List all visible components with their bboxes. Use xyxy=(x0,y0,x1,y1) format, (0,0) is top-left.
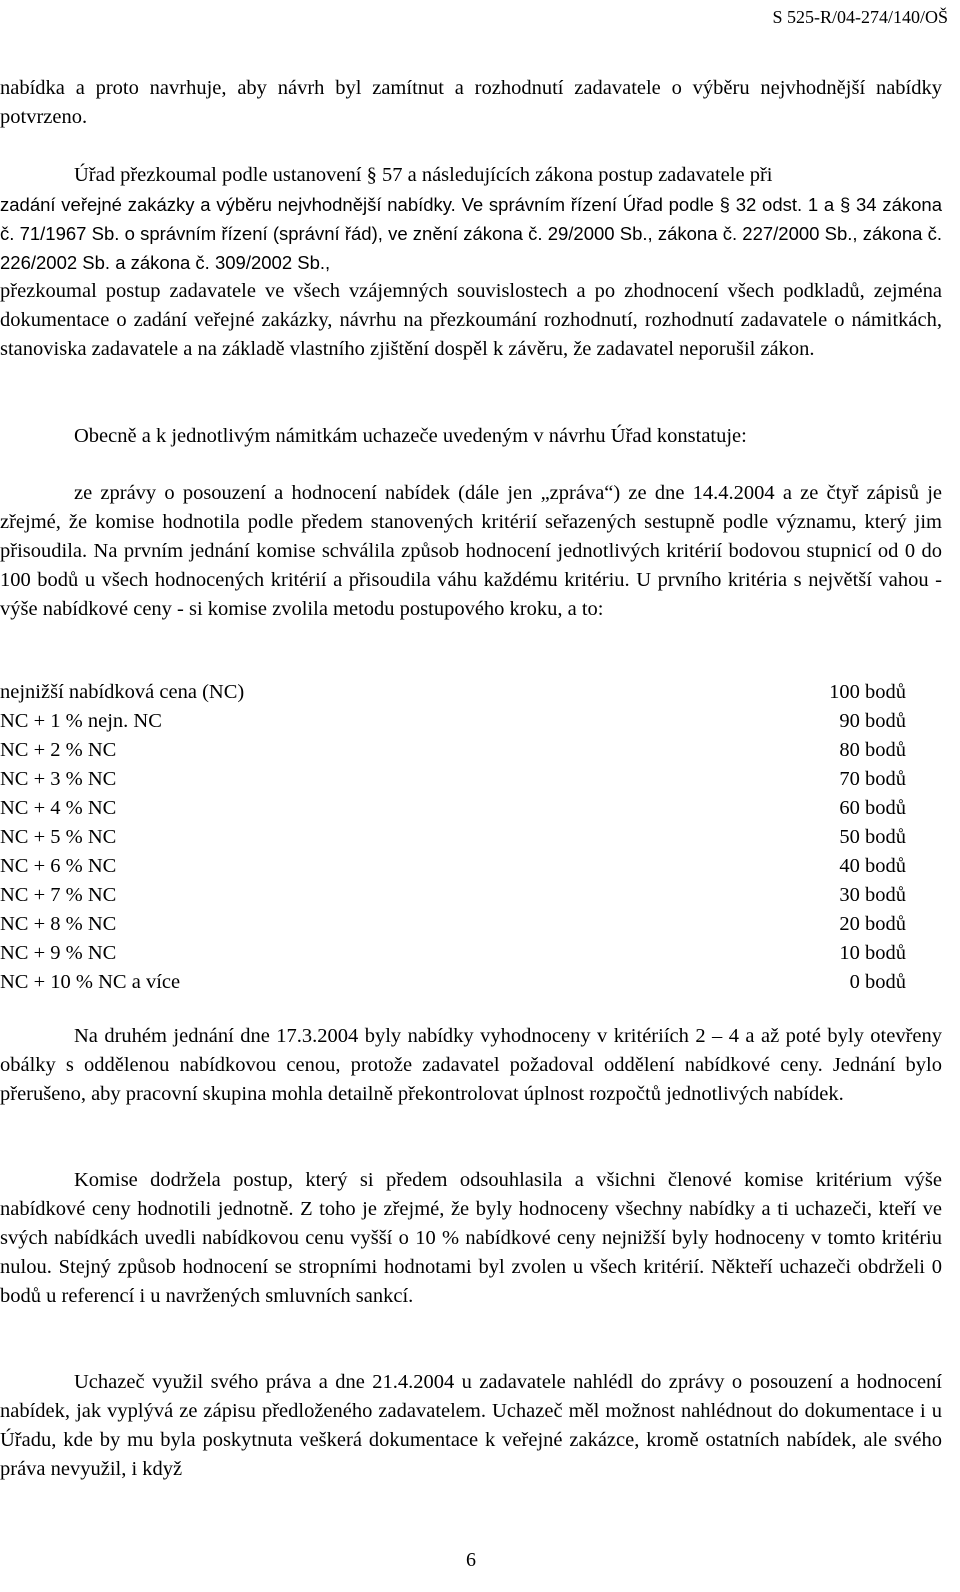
table-row xyxy=(0,794,906,823)
paragraph-second-meeting: Na druhém jednání dne 17.3.2004 byly nabídky vyhodnoceny v kritériích 2 – 4 a až poté byly otevřeny obálky s oddělenou nabídkovou cenou, protože zadavatel požadoval oddělení nabídkové ceny. Jednání bylo přerušeno, aby pracovní skupina mohla detailně překontrolovat úplnost rozpočtů jednotlivých nabídek. xyxy=(0,1025,942,1105)
score-criterion: NC + 1 % nejn. NC xyxy=(0,710,162,732)
score-points: 90 bodů xyxy=(839,710,906,732)
score-points: 0 bodů xyxy=(849,971,906,993)
paragraph-legal-basis: zadání veřejné zakázky a výběru nejvhodnější nabídky. Ve správním řízení Úřad podle § 32 odst. 1 a § 34 zákona č. 71/1967 Sb. o správním řízení (správní řád), ve znění zákona č. 29/2000 Sb., zákona č. 227/2000 Sb., zákona č. 226/2002 Sb. a zákona č. 309/2002 Sb., xyxy=(0,194,942,273)
table-row xyxy=(0,823,906,852)
paragraph-proposal-rejection: nabídka a proto navrhuje, aby návrh byl zamítnut a rozhodnutí zadavatele o výběru nejvhodnější nabídky potvrzeno. xyxy=(0,77,942,128)
score-points: 30 bodů xyxy=(839,884,906,906)
score-criterion: NC + 4 % NC xyxy=(0,797,117,819)
paragraph-office-review-intro: Úřad přezkoumal podle ustanovení § 57 a následujících zákona postup zadavatele při xyxy=(74,164,773,186)
paragraph-review-conclusion: přezkoumal postup zadavatele ve všech vzájemných souvislostech a po zhodnocení všech podkladů, zejména dokumentace o zadání veřejné zakázky, návrhu na přezkoumání rozhodnutí, rozhodnutí zadavatele o námitkách, stanoviska zadavatele a na základě vlastního zjištění dospěl k závěru, že zadavatel neporušil zákon. xyxy=(0,280,942,360)
table-row xyxy=(0,910,906,939)
page-number: 6 xyxy=(466,1549,476,1571)
score-criterion: NC + 10 % NC a více xyxy=(0,971,181,993)
score-points: 70 bodů xyxy=(839,768,906,790)
table-row xyxy=(0,939,906,968)
score-points: 40 bodů xyxy=(839,855,906,877)
score-criterion: NC + 6 % NC xyxy=(0,855,117,877)
table-row xyxy=(0,852,906,881)
paragraph-evaluation-report: ze zprávy o posouzení a hodnocení nabídek (dále jen „zpráva“) ze dne 14.4.2004 a ze čtyř zápisů je zřejmé, že komise hodnotila podle předem stanovených kritérií seřazených sestupně podle významu, který jim přisoudila. Na prvním jednání komise schválila způsob hodnocení jednotlivých kritérií bodovou stupnicí od 0 do 100 bodů u všech hodnocených kritérií a přisoudila váhu každému kritériu. U prvního kritéria s největší vahou - výše nabídkové ceny - si komise zvolila metodu postupového kroku, a to: xyxy=(0,482,942,620)
score-criterion: NC + 5 % NC xyxy=(0,826,117,848)
table-row xyxy=(0,707,906,736)
paragraph-office-findings: Obecně a k jednotlivým námitkám uchazeče uvedeným v návrhu Úřad konstatuje: xyxy=(74,425,747,447)
score-criterion: NC + 7 % NC xyxy=(0,884,117,906)
table-row xyxy=(0,736,906,765)
table-row xyxy=(0,678,906,707)
score-points: 50 bodů xyxy=(839,826,906,848)
score-criterion: NC + 9 % NC xyxy=(0,942,117,964)
score-criterion: NC + 8 % NC xyxy=(0,913,117,935)
score-criterion: NC + 3 % NC xyxy=(0,768,117,790)
score-points: 20 bodů xyxy=(839,913,906,935)
document-reference: S 525-R/04-274/140/OŠ xyxy=(772,7,948,27)
table-row xyxy=(0,968,906,997)
paragraph-bidder-rights: Uchazeč využil svého práva a dne 21.4.2004 u zadavatele nahlédl do zprávy o posouzení a hodnocení nabídek, jak vyplývá ze zápisu předloženého zadavatelem. Uchazeč měl možnost nahlédnout do dokumentace i u Úřadu, kde by mu byla poskytnuta veškerá dokumentace k veřejné zakázce, kromě ostatních nabídek, ale svého práva nevyužil, i když xyxy=(0,1371,942,1480)
paragraph-committee-procedure: Komise dodržela postup, který si předem odsouhlasila a všichni členové komise kritérium výše nabídkové ceny hodnotili jednotně. Z toho je zřejmé, že byly hodnoceny všechny nabídky a ti uchazeči, kteří ve svých nabídkách uvedli nabídkovou cenu vyšší o 10 % nabídkové ceny nejnižší byly hodnoceny v tomto kritériu nulou. Stejný způsob hodnocení se stropními hodnotami byl zvolen u všech kritérií. Někteří uchazeči obdrželi 0 bodů u referencí i u navržených smluvních sankcí. xyxy=(0,1169,942,1307)
price-scoring-table xyxy=(0,678,906,997)
table-row xyxy=(0,765,906,794)
score-points: 60 bodů xyxy=(839,797,906,819)
score-points: 80 bodů xyxy=(839,739,906,761)
score-criterion: nejnižší nabídková cena (NC) xyxy=(0,681,245,703)
score-points: 100 bodů xyxy=(829,681,906,703)
score-points: 10 bodů xyxy=(839,942,906,964)
score-criterion: NC + 2 % NC xyxy=(0,739,117,761)
table-row xyxy=(0,881,906,910)
